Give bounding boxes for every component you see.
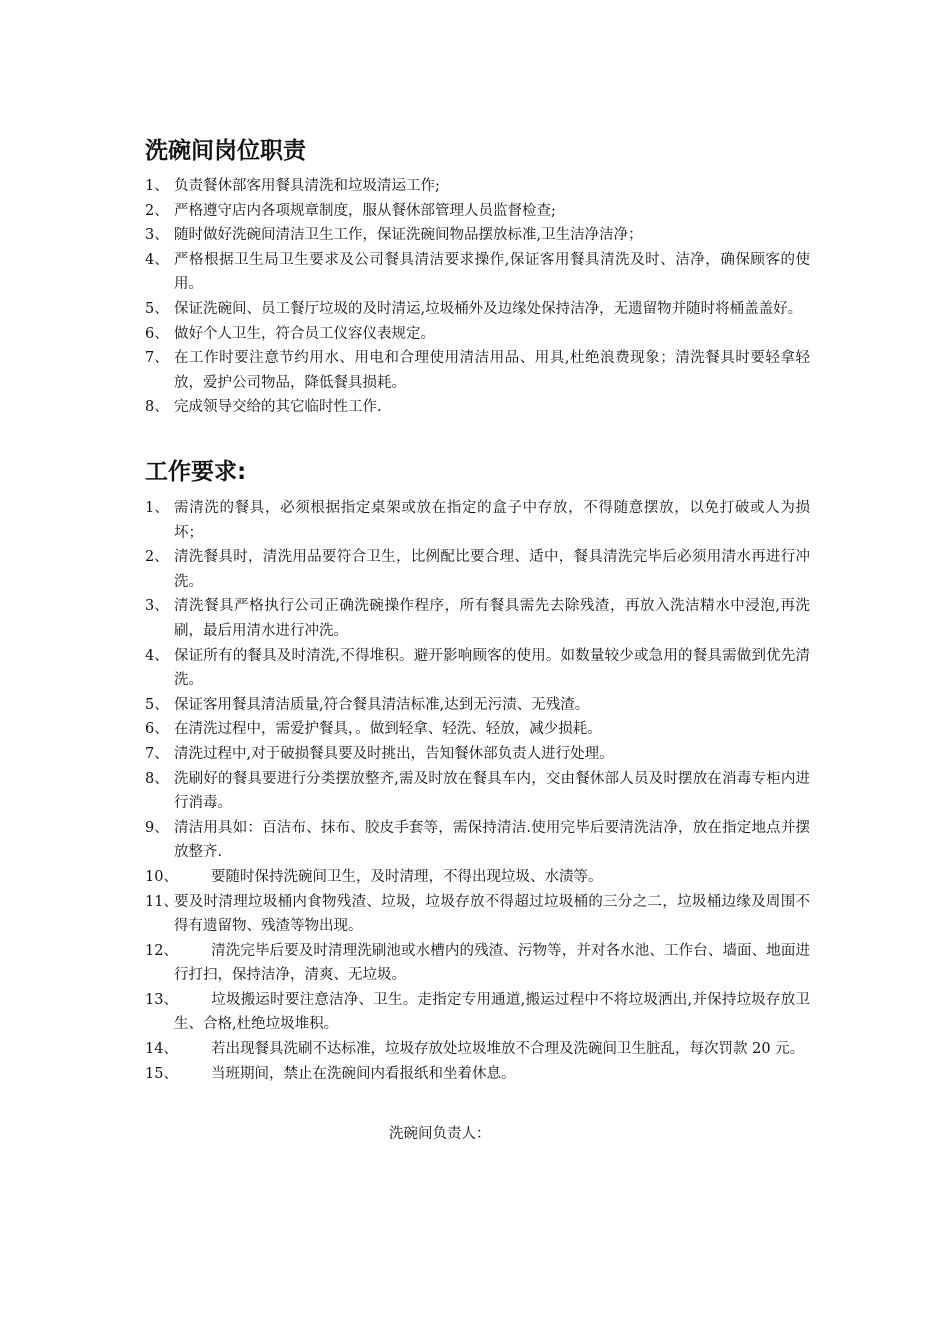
list-item xyxy=(145,322,810,347)
list-item xyxy=(145,297,810,322)
item-text: 负责餐休部客用餐具清洗和垃圾清运工作; xyxy=(174,178,440,194)
item-text: 在清洗过程中，需爱护餐具，。做到轻拿、轻洗、轻放，减少损耗。 xyxy=(174,721,602,738)
list-item xyxy=(145,174,810,199)
list-item xyxy=(145,939,810,988)
item-text: 要及时清理垃圾桶内食物残渣、垃圾，垃圾存放不得超过垃圾桶的三分之二，垃圾桶边缘及周围不得有遗留物、残渣等物出现。 xyxy=(174,893,810,935)
item-text: 完成领导交给的其它临时性工作. xyxy=(174,399,382,416)
section-title-duties: 洗碗间岗位职责 xyxy=(145,138,306,164)
list-item xyxy=(145,693,810,718)
item-number: 2、 xyxy=(145,202,169,219)
item-number: 1、 xyxy=(145,178,169,194)
list-item xyxy=(145,1062,810,1087)
item-number: 13、 xyxy=(145,991,178,1008)
item-number: 8、 xyxy=(145,770,169,787)
duties-list xyxy=(145,174,810,420)
list-item xyxy=(145,496,810,545)
list-item xyxy=(145,346,810,395)
list-item xyxy=(145,1037,810,1062)
item-text: 保证洗碗间、员工餐厅垃圾的及时清运,垃圾桶外及边缘处保持洁净，无遗留物并随时将桶盖盖好。 xyxy=(174,300,803,317)
item-number: 4、 xyxy=(145,251,169,268)
item-number: 11、 xyxy=(145,893,178,910)
item-text: 保证客用餐具清洁质量,符合餐具清洁标准,达到无污渍、无残渣。 xyxy=(174,696,590,713)
section-title-requirements: 工作要求: xyxy=(145,459,247,485)
item-text: 保证所有的餐具及时清洗,不得堆积。避开影响顾客的使用。如数量较少或急用的餐具需做到优先清洗。 xyxy=(174,647,810,689)
requirements-list xyxy=(145,496,810,1086)
list-item xyxy=(145,594,810,643)
item-text: 随时做好洗碗间清洁卫生工作，保证洗碗间物品摆放标准,卫生洁净洁净； xyxy=(174,227,643,244)
list-item xyxy=(145,644,810,693)
signature-line: 洗碗间负责人： xyxy=(389,1126,491,1142)
item-text: 清洁用具如：百洁布、抹布、胶皮手套等，需保持清洁.使用完毕后要清洗洁净，放在指定地点并摆放整齐. xyxy=(174,819,810,861)
item-text: 清洗餐具时，清洗用品要符合卫生，比例配比要合理、适中，餐具清洗完毕后必须用清水再进行冲洗。 xyxy=(174,549,810,590)
item-text: 垃圾搬运时要注意洁净、卫生。走指定专用通道,搬运过程中不将垃圾洒出,并保持垃圾存放卫生、合格,杜绝垃圾堆积。 xyxy=(174,991,810,1033)
item-number: 9、 xyxy=(145,819,169,836)
list-item xyxy=(145,199,810,224)
item-text: 严格遵守店内各项规章制度，服从餐休部管理人员监督检查; xyxy=(174,202,556,219)
list-item xyxy=(145,767,810,816)
item-text: 需清洗的餐具，必须根据指定桌架或放在指定的盒子中存放，不得随意摆放，以免打破或人为损坏； xyxy=(174,500,810,541)
item-number: 6、 xyxy=(145,721,169,738)
list-item xyxy=(145,717,810,742)
list-item xyxy=(145,395,810,420)
item-number: 3、 xyxy=(145,227,169,244)
item-text: 清洗餐具严格执行公司正确洗碗操作程序，所有餐具需先去除残渣，再放入洗洁精水中浸泡,再洗刷，最后用清水进行冲洗。 xyxy=(174,598,810,639)
item-text: 洗刷好的餐具要进行分类摆放整齐,需及时放在餐具车内，交由餐休部人员及时摆放在消毒专柜内进行消毒。 xyxy=(174,770,810,812)
item-number: 1、 xyxy=(145,500,169,516)
item-text: 做好个人卫生，符合员工仪容仪表规定。 xyxy=(174,325,435,342)
list-item xyxy=(145,248,810,297)
item-text: 清洗过程中,对于破损餐具要及时挑出，告知餐休部负责人进行处理。 xyxy=(174,745,614,762)
item-number: 3、 xyxy=(145,598,169,615)
item-text: 当班期间，禁止在洗碗间内看报纸和坐着休息。 xyxy=(211,1065,516,1082)
list-item xyxy=(145,988,810,1037)
item-number: 4、 xyxy=(145,647,169,664)
item-number: 5、 xyxy=(145,300,169,317)
item-number: 12、 xyxy=(145,942,178,959)
list-item xyxy=(145,223,810,248)
item-number: 10、 xyxy=(145,868,178,885)
item-number: 7、 xyxy=(145,350,169,367)
item-text: 在工作时要注意节约用水、用电和合理使用清洁用品、用具,杜绝浪费现象；清洗餐具时要轻拿轻放，爱护公司物品，降低餐具损耗。 xyxy=(174,350,810,391)
item-number: 14、 xyxy=(145,1041,178,1058)
item-text: 若出现餐具洗刷不达标准，垃圾存放处垃圾堆放不合理及洗碗间卫生脏乱，每次罚款 20 元。 xyxy=(211,1041,805,1058)
item-number: 7、 xyxy=(145,745,169,762)
list-item xyxy=(145,890,810,939)
list-item xyxy=(145,545,810,594)
list-item xyxy=(145,742,810,767)
list-item xyxy=(145,865,810,890)
item-number: 8、 xyxy=(145,399,169,416)
item-text: 要随时保持洗碗间卫生，及时清理，不得出现垃圾、水渍等。 xyxy=(211,868,603,885)
item-number: 2、 xyxy=(145,549,169,566)
item-number: 15、 xyxy=(145,1065,178,1082)
item-number: 6、 xyxy=(145,325,169,342)
item-text: 清洗完毕后要及时清理洗刷池或水槽内的残渣、污物等，并对各水池、工作台、墙面、地面进行打扫，保持洁净，清爽、无垃圾。 xyxy=(174,942,810,984)
item-number: 5、 xyxy=(145,696,169,713)
list-item xyxy=(145,816,810,865)
item-text: 严格根据卫生局卫生要求及公司餐具清洁要求操作,保证客用餐具清洗及时、洁净，确保顾客的使用。 xyxy=(174,251,810,293)
